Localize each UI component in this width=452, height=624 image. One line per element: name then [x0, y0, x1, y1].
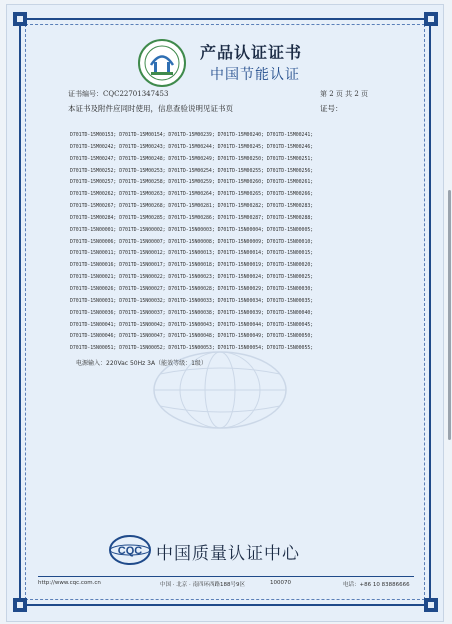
model-row: D701TD-15M00257; D701TD-15M00258; D701TD-15M00259; D701TD-15M00260; D701TD-15M00261;: [70, 179, 314, 186]
certificate-subtitle: 中国节能认证: [210, 67, 300, 83]
model-row: D701TD-15N00026; D701TD-15N00027; D701TD-15N00028; D701TD-15N00029; D701TD-15N00030;: [70, 285, 314, 292]
corner-ornament-bl: [13, 598, 27, 612]
model-row: D701TD-15N00021; D701TD-15N00022; D701TD-15N00023; D701TD-15N00024; D701TD-15N00025;: [70, 274, 314, 281]
footer-url[interactable]: http://www.cqc.com.cn: [38, 580, 101, 586]
model-row: D701TD-15M00252; D701TD-15M00253; D701TD-15M00254; D701TD-15M00255; D701TD-15M00256;: [70, 167, 314, 174]
cqc-logo-icon: [108, 534, 152, 566]
issuer-name: 中国质量认证中心: [156, 544, 300, 564]
corner-ornament-tr: [424, 12, 438, 26]
model-row: D701TD-15N00036; D701TD-15N00037; D701TD-15N00038; D701TD-15N00039; D701TD-15N00040;: [70, 309, 314, 316]
model-row: D701TD-15N00041; D701TD-15N00042; D701TD-15N00043; D701TD-15N00044; D701TD-15N00045;: [70, 321, 314, 328]
model-list: [70, 130, 390, 355]
power-input-spec: 电源输入：220Vac 50Hz 3A（能效等级：1级）: [76, 360, 207, 367]
corner-ornament-tl: [13, 12, 27, 26]
model-row: D701TD-15N00001; D701TD-15N00002; D701TD-15N00003; D701TD-15N00004; D701TD-15N00005;: [70, 226, 314, 233]
usage-notice: 本证书及附件应同时使用，信息查验说明见证书页: [68, 104, 233, 113]
certificate-number: 证书编号：CQC22701347453: [68, 90, 169, 98]
corner-ornament-br: [424, 598, 438, 612]
model-row: D701TD-15N00046; D701TD-15N00047; D701TD-15N00048; D701TD-15N00049; D701TD-15N00050;: [70, 333, 314, 340]
model-row: D701TD-15M00153; D701TD-15M00154; D701TD-15M00239; D701TD-15M00240; D701TD-15M00241;: [70, 132, 314, 138]
model-row: D701TD-15N00006; D701TD-15N00007; D701TD-15N00008; D701TD-15N00009; D701TD-15N00010;: [70, 238, 314, 245]
model-row: D701TD-15M00284; D701TD-15M00285; D701TD-15M00286; D701TD-15M00287; D701TD-15M00288;: [70, 214, 314, 221]
model-row: D701TD-15M00267; D701TD-15M00268; D701TD-15M00281; D701TD-15M00282; D701TD-15M00283;: [70, 203, 314, 210]
cqc-logo-text: CQC: [117, 545, 143, 557]
energy-saving-certification-logo-icon: [137, 38, 187, 88]
model-row: D701TD-15N00011; D701TD-15N00012; D701TD-15N00013; D701TD-15N00014; D701TD-15N00015;: [70, 250, 314, 257]
scrollbar[interactable]: [448, 190, 451, 440]
model-row: D701TD-15N00051; D701TD-15N00052; D701TD-15N00053; D701TD-15N00054; D701TD-15N00055;: [70, 345, 314, 352]
model-row: D701TD-15M00247; D701TD-15M00248; D701TD-15M00249; D701TD-15M00250; D701TD-15M00251;: [70, 155, 314, 162]
footer: [38, 576, 414, 591]
label-number: 证号：: [320, 104, 343, 113]
model-row: D701TD-15M00262; D701TD-15M00263; D701TD-15M00264; D701TD-15M00265; D701TD-15M00266;: [70, 191, 314, 198]
model-row: D701TD-15N00031; D701TD-15N00032; D701TD-15N00033; D701TD-15N00034; D701TD-15N00035;: [70, 297, 314, 304]
page-number: 第 2 页 共 2 页: [320, 90, 369, 98]
certificate-title: 产品认证证书: [200, 43, 303, 62]
model-row: D701TD-15M00242; D701TD-15M00243; D701TD-15M00244; D701TD-15M00245; D701TD-15M00246;: [70, 143, 314, 150]
model-row: D701TD-15N00016; D701TD-15N00017; D701TD-15N00018; D701TD-15N00019; D701TD-15N00020;: [70, 262, 314, 269]
footer-telephone: 电话：+86 10 83886666: [343, 582, 410, 588]
footer-zip: 100070: [270, 580, 291, 586]
footer-address: 中国 · 北京 · 南四环西路188号9区: [160, 582, 245, 588]
